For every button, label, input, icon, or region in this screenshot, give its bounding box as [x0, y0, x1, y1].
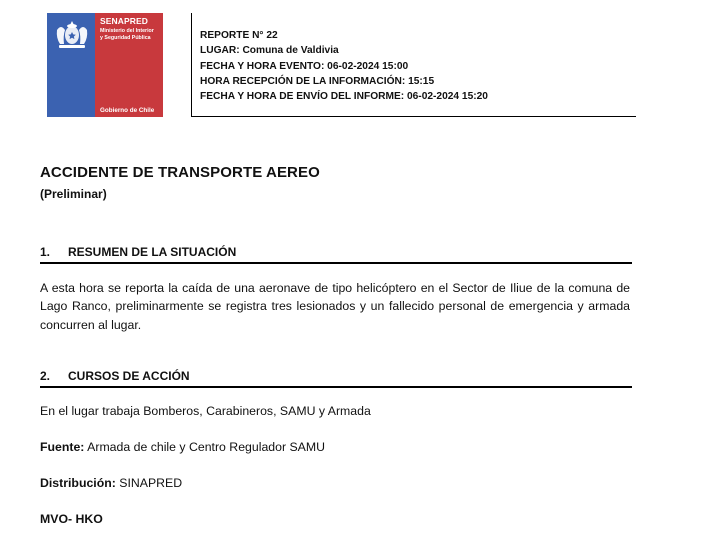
distribution-line — [40, 476, 182, 490]
logo-blue-panel — [47, 13, 95, 117]
logo-ministry — [100, 28, 164, 41]
source-value: Armada de chile y Centro Regulador SAMU — [84, 440, 325, 454]
section-number: 2. — [40, 369, 51, 383]
source-label: Fuente: — [40, 440, 85, 454]
section-title: RESUMEN DE LA SITUACIÓN — [68, 245, 237, 259]
senapred-logo — [47, 13, 163, 117]
coat-of-arms-icon — [53, 18, 91, 50]
actions-paragraph: En el lugar trabaja Bomberos, Carabineros, SAMU y Armada — [40, 404, 371, 418]
section-heading-summary — [40, 245, 632, 264]
section-number: 1. — [40, 245, 51, 259]
event-datetime: FECHA Y HORA EVENTO: 06-02-2024 15:00 — [200, 60, 409, 72]
distribution-value: SINAPRED — [115, 476, 183, 490]
report-place: LUGAR: Comuna de Valdivia — [200, 45, 339, 57]
summary-paragraph: A esta hora se reporta la caída de una aeronave de tipo helicóptero en el Sector de Iliue de la comuna de Lago Ranco, preliminarmente se registra tres lesionados y un fallecido personal de emergencia y armada concurren al lugar. — [40, 281, 630, 332]
source-line — [40, 440, 325, 454]
document-subtitle: (Preliminar) — [40, 187, 107, 201]
logo-org-name: SENAPRED — [100, 16, 149, 26]
logo-ministry-line-2: y Seguridad Pública — [100, 34, 151, 41]
document-title: ACCIDENTE DE TRANSPORTE AEREO — [40, 164, 320, 181]
logo-ministry-line-1: Ministerio del Interior — [100, 28, 154, 34]
section-title: CURSOS DE ACCIÓN — [68, 369, 190, 383]
report-number: REPORTE N° 22 — [200, 30, 278, 41]
logo-government: Gobierno de Chile — [100, 107, 155, 114]
distribution-label: Distribución: — [40, 476, 116, 490]
report-info-box — [191, 13, 636, 117]
section-heading-actions — [40, 369, 632, 388]
author-initials: MVO- HKO — [40, 512, 103, 526]
reception-time: HORA RECEPCIÓN DE LA INFORMACIÓN: 15:15 — [200, 75, 435, 87]
sent-datetime: FECHA Y HORA DE ENVÍO DEL INFORME: 06-02-2024 15:20 — [200, 91, 488, 103]
logo-red-panel — [95, 13, 163, 117]
